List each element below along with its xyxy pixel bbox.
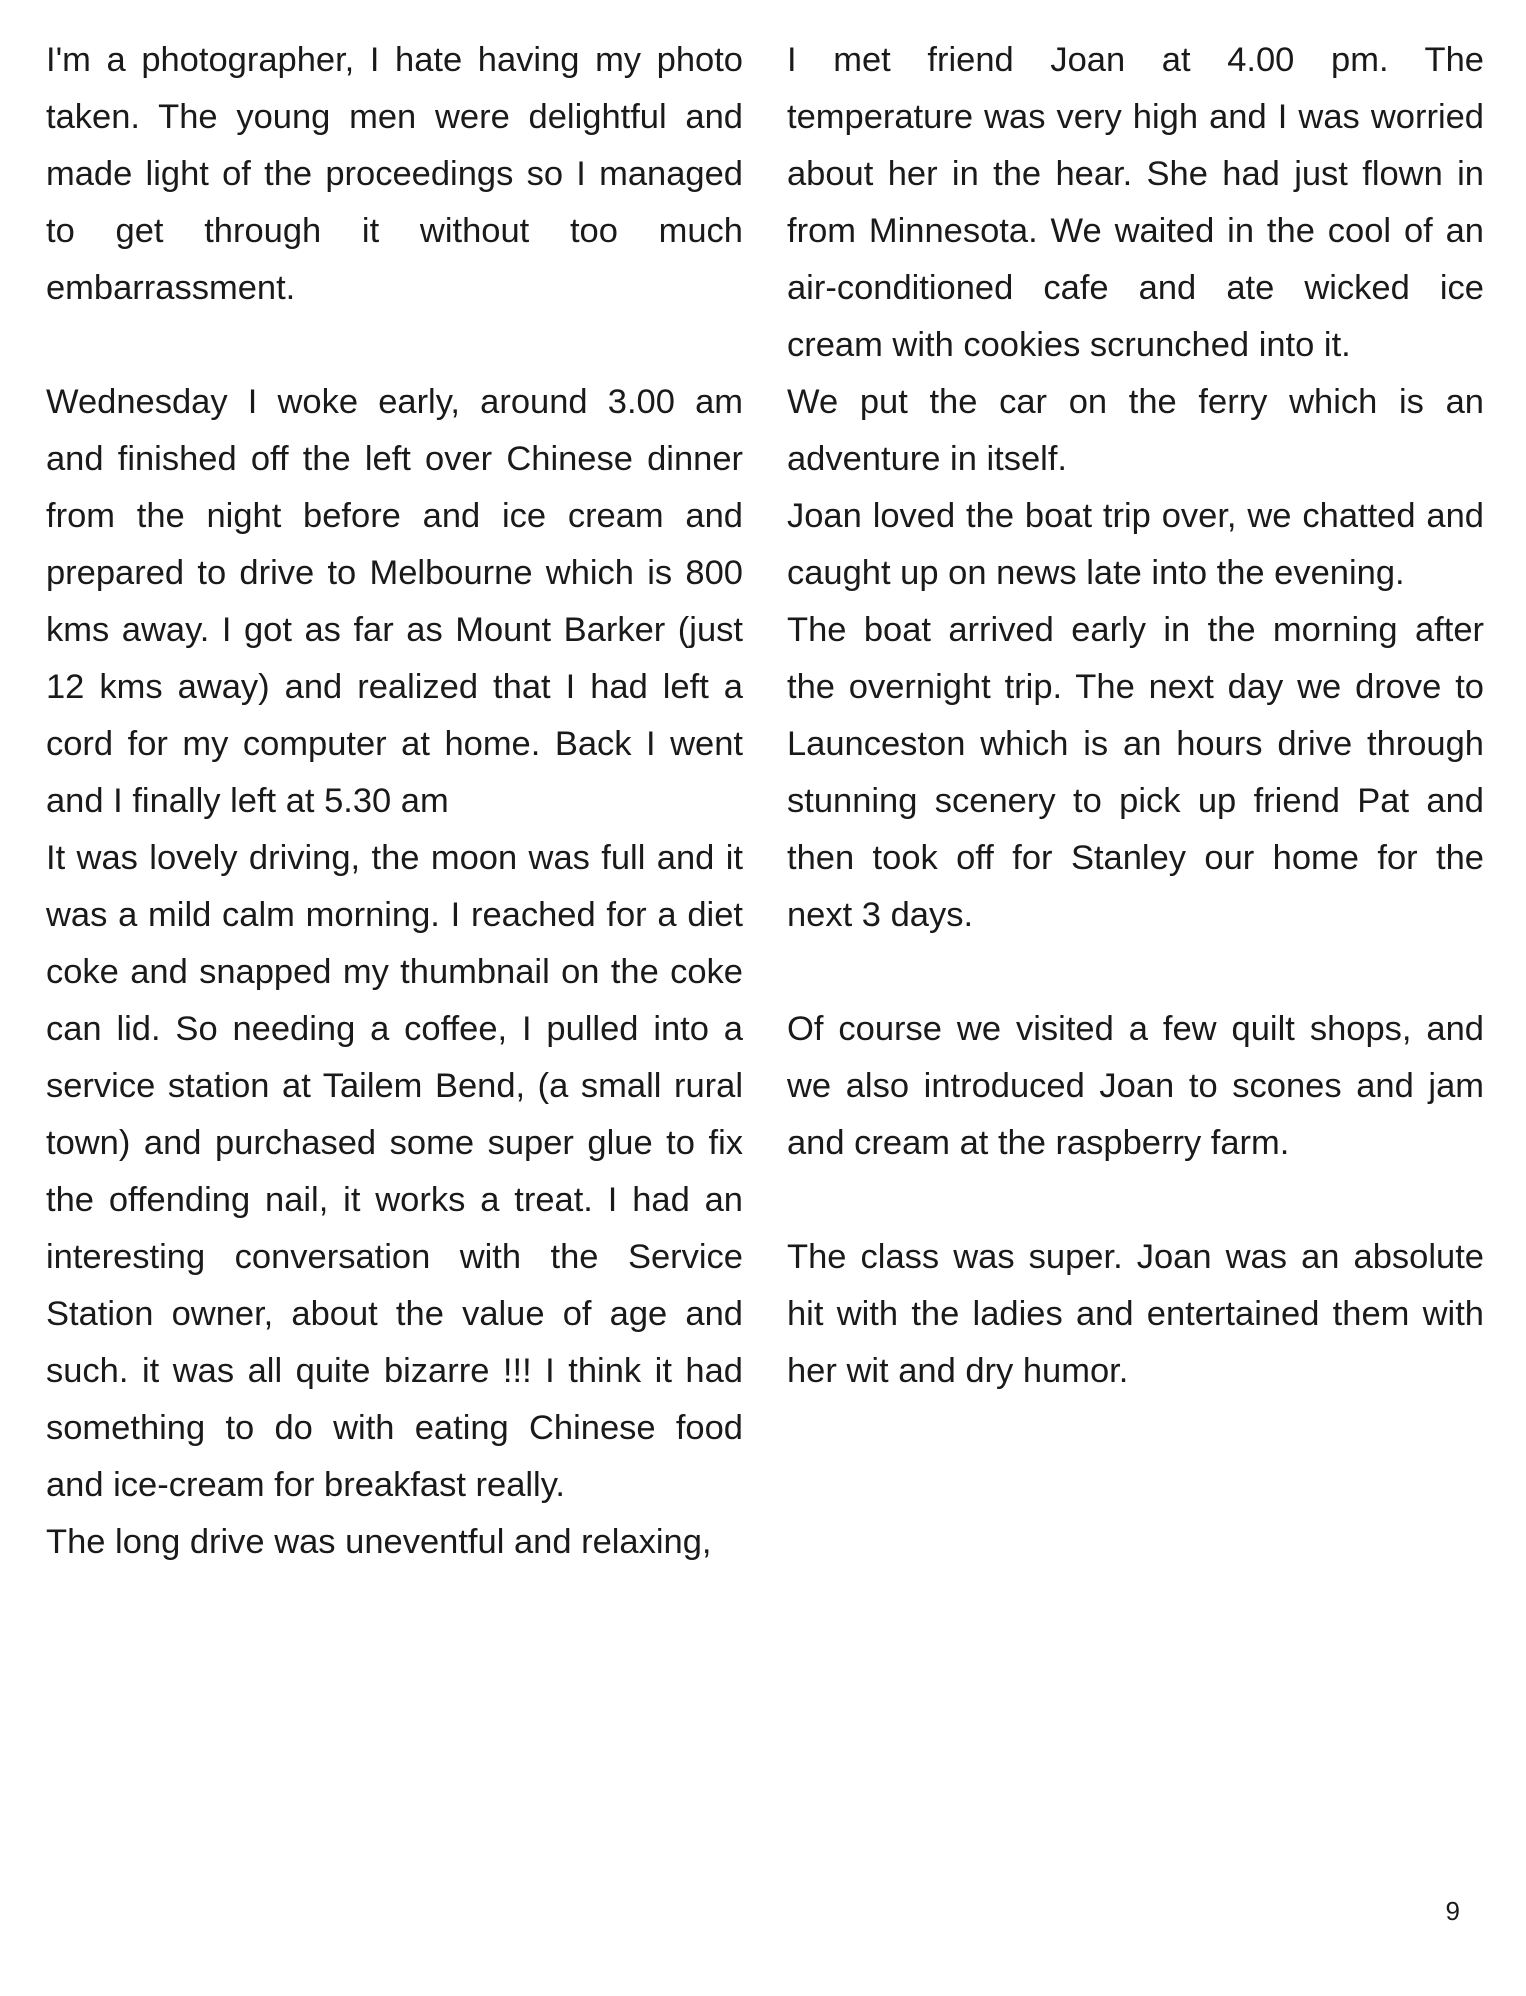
- left-column: [46, 32, 743, 1571]
- left-paragraph-2: Wednesday I woke early, around 3.00 am and finished off the left over Chinese dinner from the night before and ice cream and prepared to drive to Melbourne which is 800 kms away. I got as far as Mount Barker (just 12 kms away) and realized that I had left a cord for my computer at home. Back I went and I finally left at 5.30 am: [46, 383, 743, 820]
- right-paragraph-2: We put the car on the ferry which is an adventure in itself.: [787, 383, 1484, 478]
- right-paragraph-4: The boat arrived early in the morning after the overnight trip. The next day we drove to Launceston which is an hours drive through stunning scenery to pick up friend Pat and then took off for Stanley our home for the next 3 days.: [787, 611, 1484, 934]
- left-paragraph-3: It was lovely driving, the moon was full and it was a mild calm morning. I reached for a diet coke and snapped my thumbnail on the coke can lid. So needing a coffee, I pulled into a service station at Tailem Bend, (a small rural town) and purchased some super glue to fix the offending nail, it works a treat. I had an interesting conversation with the Service Station owner, about the value of age and such. it was all quite bizarre !!! I think it had something to do with eating Chinese food and ice-cream for breakfast really.: [46, 839, 743, 1504]
- right-paragraph-1: I met friend Joan at 4.00 pm. The temperature was very high and I was worried about her in the hear. She had just flown in from Minnesota. We waited in the cool of an air-conditioned cafe and ate wicked ice cream with cookies scrunched into it.: [787, 41, 1484, 364]
- paragraph-gap: [787, 944, 1484, 1001]
- right-column: [787, 32, 1484, 1400]
- right-paragraph-3: Joan loved the boat trip over, we chatted and caught up on news late into the evening.: [787, 497, 1484, 592]
- left-paragraph-1: I'm a photographer, I hate having my photo taken. The young men were delightful and made light of the proceedings so I managed to get through it without too much embarrassment.: [46, 41, 743, 307]
- paragraph-gap: [46, 317, 743, 374]
- page-number: 9: [1445, 1896, 1460, 1926]
- right-paragraph-5: Of course we visited a few quilt shops, and we also introduced Joan to scones and jam and cream at the raspberry farm.: [787, 1010, 1484, 1162]
- paragraph-gap: [787, 1172, 1484, 1229]
- right-paragraph-6: The class was super. Joan was an absolute hit with the ladies and entertained them with her wit and dry humor.: [787, 1238, 1484, 1390]
- left-paragraph-4: The long drive was uneventful and relaxing,: [46, 1523, 712, 1561]
